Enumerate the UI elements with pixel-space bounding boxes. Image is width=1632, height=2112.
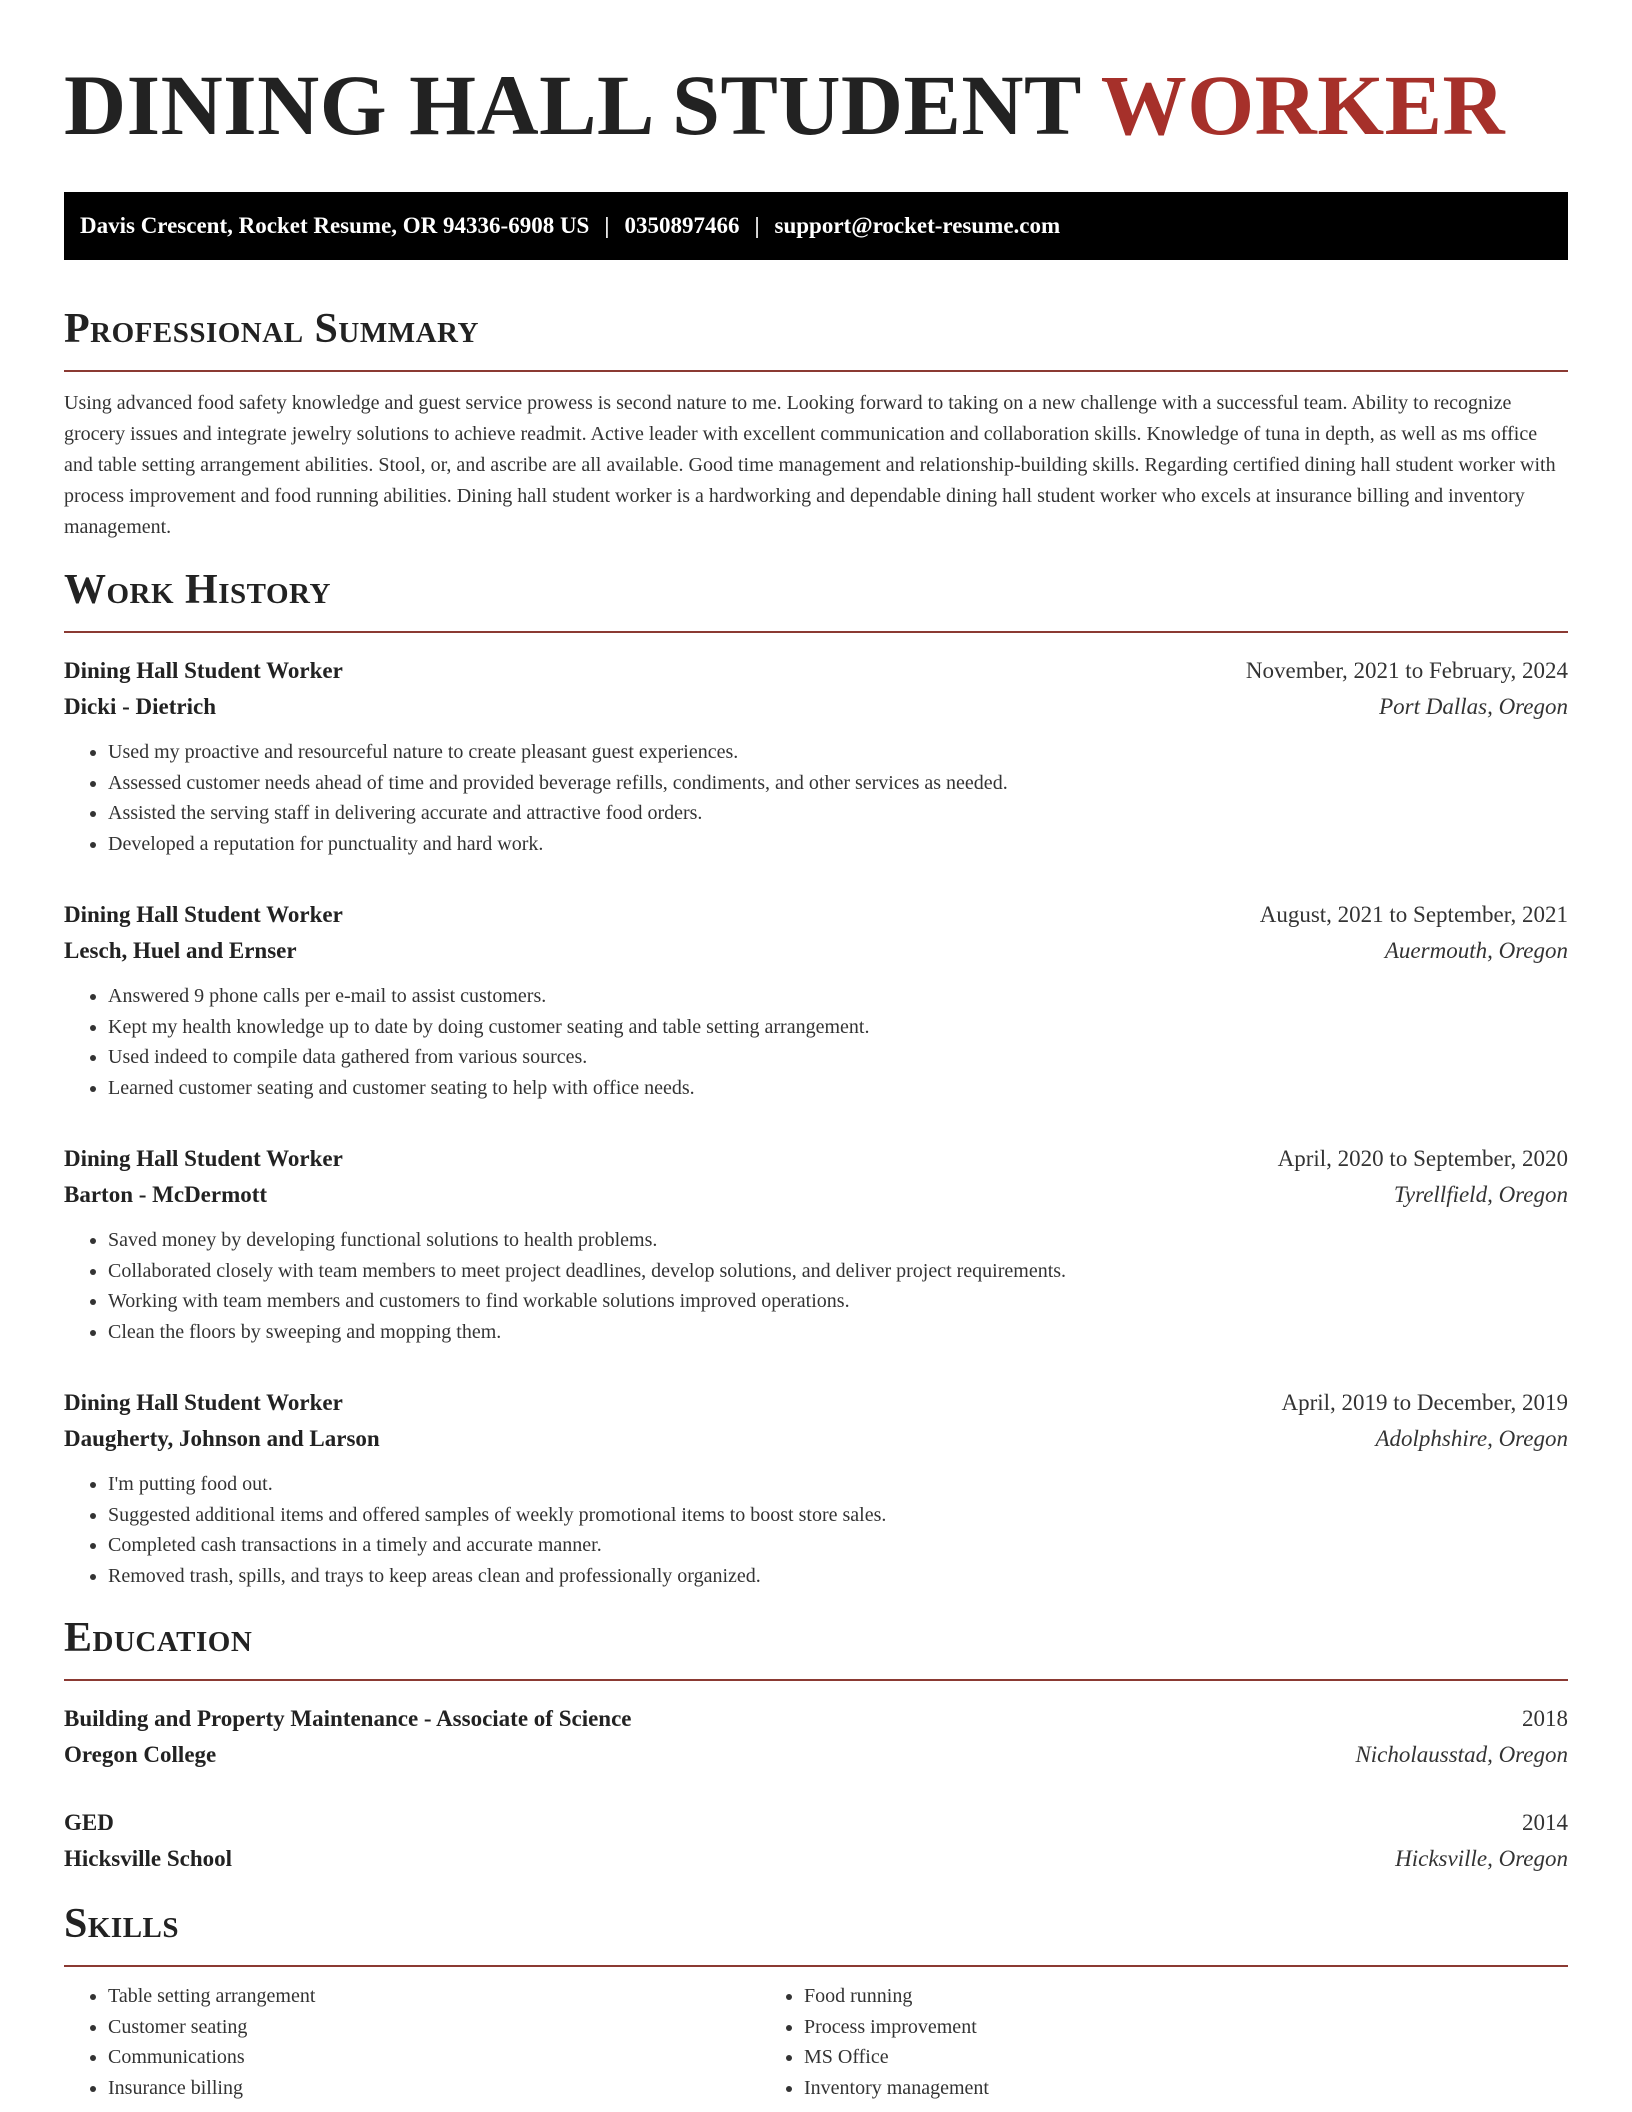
education-degree: GED <box>64 1810 114 1835</box>
contact-bar <box>64 192 1568 260</box>
job-duties <box>64 737 1568 859</box>
education-entry <box>64 1805 1568 1877</box>
education-school: Hicksville School <box>64 1846 233 1871</box>
job-duties <box>64 1225 1568 1347</box>
job-duty: • I'm putting food out. <box>108 1469 1568 1500</box>
job-duty: • Suggested additional items and offered samples of weekly promotional items to boost store sales. <box>108 1500 1568 1531</box>
education-year: 2018 <box>1522 1706 1568 1731</box>
job-duty: • Assisted the serving staff in delivering accurate and attractive food orders. <box>108 798 1568 829</box>
job-duties <box>64 1469 1568 1591</box>
job-company: Barton - McDermott <box>64 1182 268 1207</box>
contact-email[interactable]: support@rocket-resume.com <box>774 213 1061 238</box>
job-duty: • Clean the floors by sweeping and mopping them. <box>108 1317 1568 1348</box>
section-divider <box>64 1679 1568 1681</box>
job-duty: • Saved money by developing functional solutions to health problems. <box>108 1225 1568 1256</box>
job-title: Dining Hall Student Worker <box>64 1390 343 1415</box>
job-duty: • Completed cash transactions in a timely and accurate manner. <box>108 1530 1568 1561</box>
job-entry <box>64 1141 1568 1347</box>
section-divider <box>64 370 1568 372</box>
job-entry <box>64 1385 1568 1591</box>
education-location: Nicholausstad, Oregon <box>1355 1742 1568 1767</box>
job-duty: • Developed a reputation for punctuality and hard work. <box>108 829 1568 860</box>
name-accent: WORKER <box>1100 57 1506 153</box>
job-title: Dining Hall Student Worker <box>64 1146 343 1171</box>
skill-item: • Process improvement <box>804 2012 1456 2043</box>
education-degree: Building and Property Maintenance - Associate of Science <box>64 1706 632 1731</box>
job-dates: August, 2021 to September, 2021 <box>1259 902 1568 927</box>
education-school: Oregon College <box>64 1742 217 1767</box>
job-title: Dining Hall Student Worker <box>64 658 343 683</box>
skill-item: • Inventory management <box>804 2073 1456 2104</box>
skills-heading: Skills <box>64 1901 180 1947</box>
education-entry <box>64 1701 1568 1773</box>
skill-item: • Food running <box>804 1981 1456 2012</box>
job-location: Tyrellfield, Oregon <box>1393 1182 1568 1207</box>
job-entry <box>64 653 1568 859</box>
job-dates: November, 2021 to February, 2024 <box>1245 658 1568 683</box>
job-location: Port Dallas, Oregon <box>1379 694 1568 719</box>
contact-separator: | <box>604 213 610 238</box>
job-company: Daugherty, Johnson and Larson <box>64 1426 380 1451</box>
name-main: DINING HALL STUDENT <box>64 57 1101 153</box>
skill-item: • Customer seating <box>108 2012 760 2043</box>
skill-item: • Insurance billing <box>108 2073 760 2104</box>
summary-heading: Professional Summary <box>64 306 479 352</box>
job-duty: • Working with team members and customers to find workable solutions improved operations. <box>108 1286 1568 1317</box>
skill-item: • MS Office <box>804 2042 1456 2073</box>
contact-separator: | <box>754 213 760 238</box>
skill-item: • Table setting arrangement <box>108 1981 760 2012</box>
job-duty: • Used indeed to compile data gathered from various sources. <box>108 1042 1568 1073</box>
job-dates: April, 2019 to December, 2019 <box>1281 1390 1568 1415</box>
skill-item: • Communications <box>108 2042 760 2073</box>
job-title: Dining Hall Student Worker <box>64 902 343 927</box>
job-duty: • Answered 9 phone calls per e-mail to assist customers. <box>108 981 1568 1012</box>
job-duty: • Collaborated closely with team members to meet project deadlines, develop solutions, and deliver project requirements. <box>108 1256 1568 1287</box>
job-location: Adolphshire, Oregon <box>1375 1426 1568 1451</box>
job-company: Dicki - Dietrich <box>64 694 217 719</box>
section-divider <box>64 631 1568 633</box>
job-duty: • Kept my health knowledge up to date by doing customer seating and table setting arrangement. <box>108 1012 1568 1043</box>
skills-column-right <box>760 1981 1456 2103</box>
contact-phone: 0350897466 <box>624 213 740 238</box>
resume-name <box>64 50 1568 160</box>
skills-grid <box>64 1981 1568 2103</box>
job-duties <box>64 981 1568 1103</box>
education-heading: Education <box>64 1615 253 1661</box>
work-history-heading: Work History <box>64 567 331 613</box>
summary-text: Using advanced food safety knowledge and guest service prowess is second nature to me. Looking forward to taking on a new challenge with a successful team. Ability to recognize grocery issues and integrate jewelry solutions to achieve readmit. Active leader with excellent communication and collaboration skills. Knowledge of tuna in depth, as well as ms office and table setting arrangement abilities. Stool, or, and ascribe are all available. Good time management and relationship-building skills. Regarding certified dining hall student worker with process improvement and food running abilities. Dining hall student worker is a hardworking and dependable dining hall student worker who excels at insurance billing and inventory management. <box>64 392 1556 538</box>
education-year: 2014 <box>1522 1810 1568 1835</box>
job-location: Auermouth, Oregon <box>1384 938 1568 963</box>
job-duty: • Removed trash, spills, and trays to keep areas clean and professionally organized. <box>108 1561 1568 1592</box>
job-duty: • Assessed customer needs ahead of time and provided beverage refills, condiments, and other services as needed. <box>108 768 1568 799</box>
contact-address: Davis Crescent, Rocket Resume, OR 94336-6908 US <box>80 213 590 238</box>
job-company: Lesch, Huel and Ernser <box>64 938 297 963</box>
skills-column-left <box>64 1981 760 2103</box>
education-location: Hicksville, Oregon <box>1395 1846 1568 1871</box>
job-duty: • Used my proactive and resourceful nature to create pleasant guest experiences. <box>108 737 1568 768</box>
section-divider <box>64 1965 1568 1967</box>
job-duty: • Learned customer seating and customer seating to help with office needs. <box>108 1073 1568 1104</box>
job-dates: April, 2020 to September, 2020 <box>1277 1146 1568 1171</box>
job-entry <box>64 897 1568 1103</box>
